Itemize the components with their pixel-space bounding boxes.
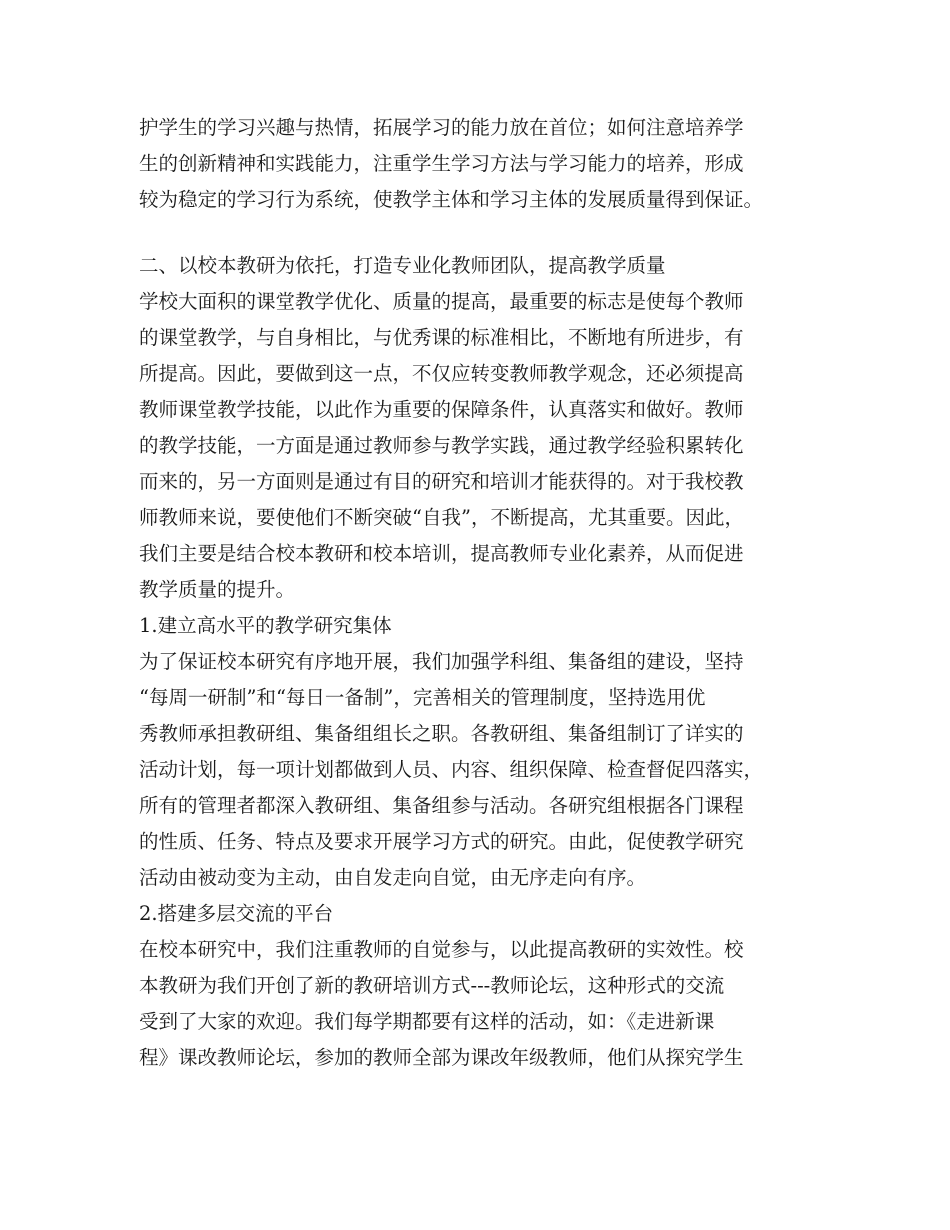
- subsection-2: [139, 896, 819, 1076]
- text-line: 活动计划，每一项计划都做到人员、内容、组织保障、检查督促四落实，: [139, 758, 764, 781]
- section-2: [139, 248, 819, 608]
- text-line: 程》课改教师论坛，参加的教师全部为课改年级教师，他们从探究学生: [139, 1046, 744, 1069]
- text-line: 我们主要是结合校本教研和校本培训，提高教师专业化素养，从而促进: [139, 542, 744, 565]
- text-line: 较为稳定的学习行为系统，使教学主体和学习主体的发展质量得到保证。: [139, 188, 764, 211]
- paragraph-intro: [139, 110, 819, 218]
- text-line: 受到了大家的欢迎。我们每学期都要有这样的活动，如：《走进新课: [139, 1010, 715, 1033]
- text-line: 所有的管理者都深入教研组、集备组参与活动。各研究组根据各门课程: [139, 794, 744, 817]
- text-line: 的教学技能，一方面是通过教师参与教学实践，通过教学经验积累转化: [139, 434, 744, 457]
- text-line: 在校本研究中，我们注重教师的自觉参与，以此提高教研的实效性。校: [139, 938, 744, 961]
- subsection-heading: 2.搭建多层交流的平台: [139, 902, 334, 925]
- text-line: 学校大面积的课堂教学优化、质量的提高，最重要的标志是使每个教师: [139, 290, 744, 313]
- text-line: 教师课堂教学技能，以此作为重要的保障条件，认真落实和做好。教师: [139, 398, 744, 421]
- section-heading: 二、以校本教研为依托，打造专业化教师团队，提高教学质量: [139, 254, 666, 277]
- text-line: 的性质、任务、特点及要求开展学习方式的研究。由此，促使教学研究: [139, 830, 744, 853]
- text-line: 而来的，另一方面则是通过有目的研究和培训才能获得的。对于我校教: [139, 470, 744, 493]
- subsection-heading: 1.建立高水平的教学研究集体: [139, 614, 392, 637]
- text-line: 活动由被动变为主动，由自发走向自觉，由无序走向有序。: [139, 866, 647, 889]
- text-line: 师教师来说，要使他们不断突破“自我”，不断提高，尤其重要。因此，: [139, 506, 744, 529]
- text-line: 本教研为我们开创了新的教研培训方式---教师论坛，这种形式的交流: [139, 974, 725, 997]
- text-line: 秀教师承担教研组、集备组组长之职。各教研组、集备组制订了详实的: [139, 722, 744, 745]
- text-line: 的课堂教学，与自身相比，与优秀课的标准相比，不断地有所进步，有: [139, 326, 744, 349]
- subsection-1: [139, 608, 819, 896]
- text-line: 护学生的学习兴趣与热情，拓展学习的能力放在首位；如何注意培养学: [139, 116, 744, 139]
- paragraph-spacer: [139, 218, 819, 248]
- text-line: “每周一研制”和“每日一备制”，完善相关的管理制度，坚持选用优: [139, 686, 706, 709]
- text-line: 生的创新精神和实践能力，注重学生学习方法与学习能力的培养，形成: [139, 152, 744, 175]
- text-line: 所提高。因此，要做到这一点，不仅应转变教师教学观念，还必须提高: [139, 362, 744, 385]
- text-line: 教学质量的提升。: [139, 578, 296, 601]
- text-line: 为了保证校本研究有序地开展，我们加强学科组、集备组的建设，坚持: [139, 650, 744, 673]
- document-body: [139, 110, 819, 1076]
